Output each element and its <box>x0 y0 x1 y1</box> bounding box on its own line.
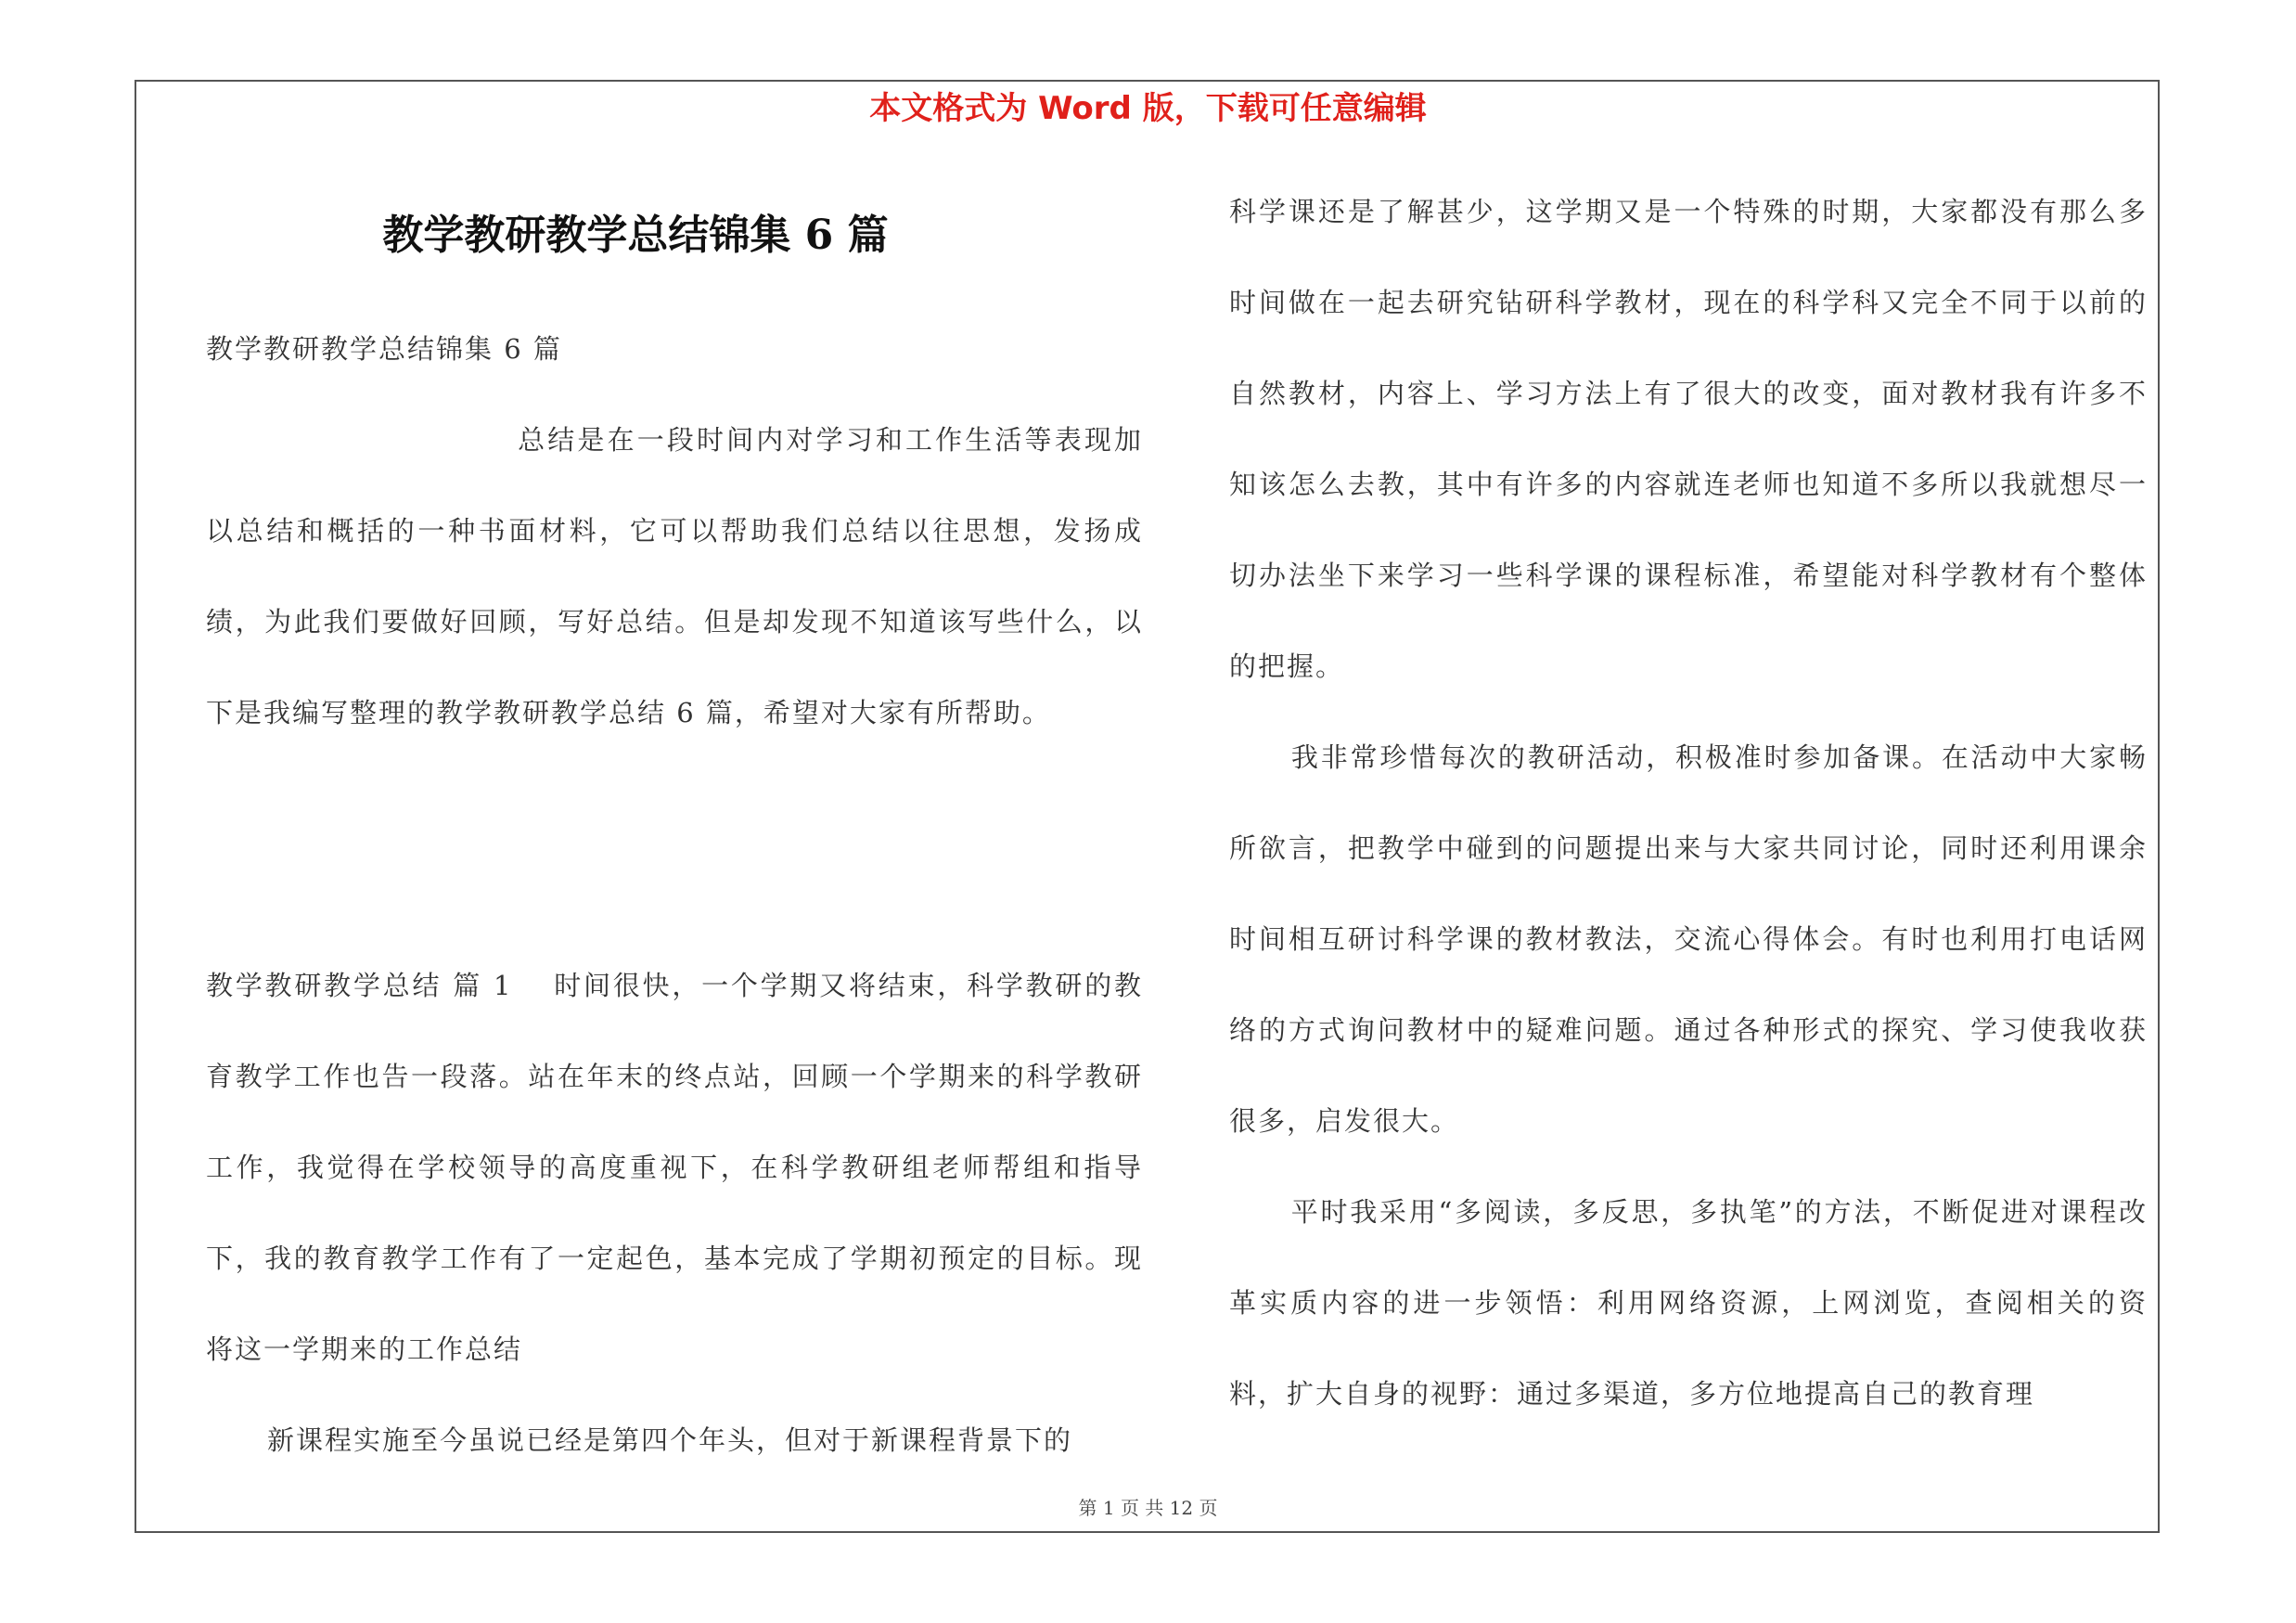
right-paragraph-3 <box>1229 1166 2148 1439</box>
intro-text: 总结是在一段时间内对学习和工作生活等表现加以总结和概括的一种书面材料，它可以帮助我们总结以往思想，发扬成绩，为此我们要做好回顾，写好总结。但是却发现不知道该写些什么，以下是我编写整理的教学教研教学总结 6 篇，希望对大家有所帮助。 <box>206 424 1143 728</box>
intro-paragraph <box>206 394 1143 758</box>
format-notice-banner: 本文格式为 Word 版，下载可任意编辑 <box>869 90 1427 127</box>
right-paragraph-3-text: 平时我采用“多阅读，多反思，多执笔”的方法，不断促进对课程改革实质内容的进一步领悟：利用网络资源，上网浏览，查阅相关的资料，扩大自身的视野：通过多渠道，多方位地提高自己的教育理 <box>1229 1196 2148 1410</box>
document-subtitle: 教学教研教学总结锦集 6 篇 <box>206 333 562 365</box>
right-paragraph-2 <box>1229 712 2148 1166</box>
section-1-paragraph <box>206 940 1143 1395</box>
section-1-paragraph-2 <box>206 1395 1143 1486</box>
right-paragraph-1: 科学课还是了解甚少，这学期又是一个特殊的时期，大家都没有那么多时间做在一起去研究钻研科学教材，现在的科学科又完全不同于以前的自然教材，内容上、学习方法上有了很大的改变，面对教材我有许多不知该怎么去教，其中有许多的内容就连老师也知道不多所以我就想尽一切办法坐下来学习一些科学课的课程标准，希望能对科学教材有个整体的把握。 <box>1229 196 2148 682</box>
section-1-heading: 教学教研教学总结 篇 1 <box>206 970 513 1001</box>
page-footer: 第 1 页 共 12 页 <box>1078 1497 1218 1519</box>
right-paragraph-2-text: 我非常珍惜每次的教研活动，积极准时参加备课。在活动中大家畅所欲言，把教学中碰到的问题提出来与大家共同讨论，同时还利用课余时间相互研讨科学课的教材教法，交流心得体会。有时也利用打电话网络的方式询问教材中的疑难问题。通过各种形式的探究、学习使我收获很多，启发很大。 <box>1229 741 2148 1137</box>
section-1-body: 时间很快，一个学期又将结束，科学教研的教育教学工作也告一段落。站在年末的终点站，回顾一个学期来的科学教研工作，我觉得在学校领导的高度重视下，在科学教研组老师帮组和指导下，我的教育教学工作有了一定起色，基本完成了学期初预定的目标。现将这一学期来的工作总结 <box>206 970 1143 1365</box>
section-1-paragraph-2-text: 新课程实施至今虽说已经是第四个年头，但对于新课程背景下的 <box>267 1424 1073 1456</box>
document-title: 教学教研教学总结锦集 6 篇 <box>382 212 889 259</box>
